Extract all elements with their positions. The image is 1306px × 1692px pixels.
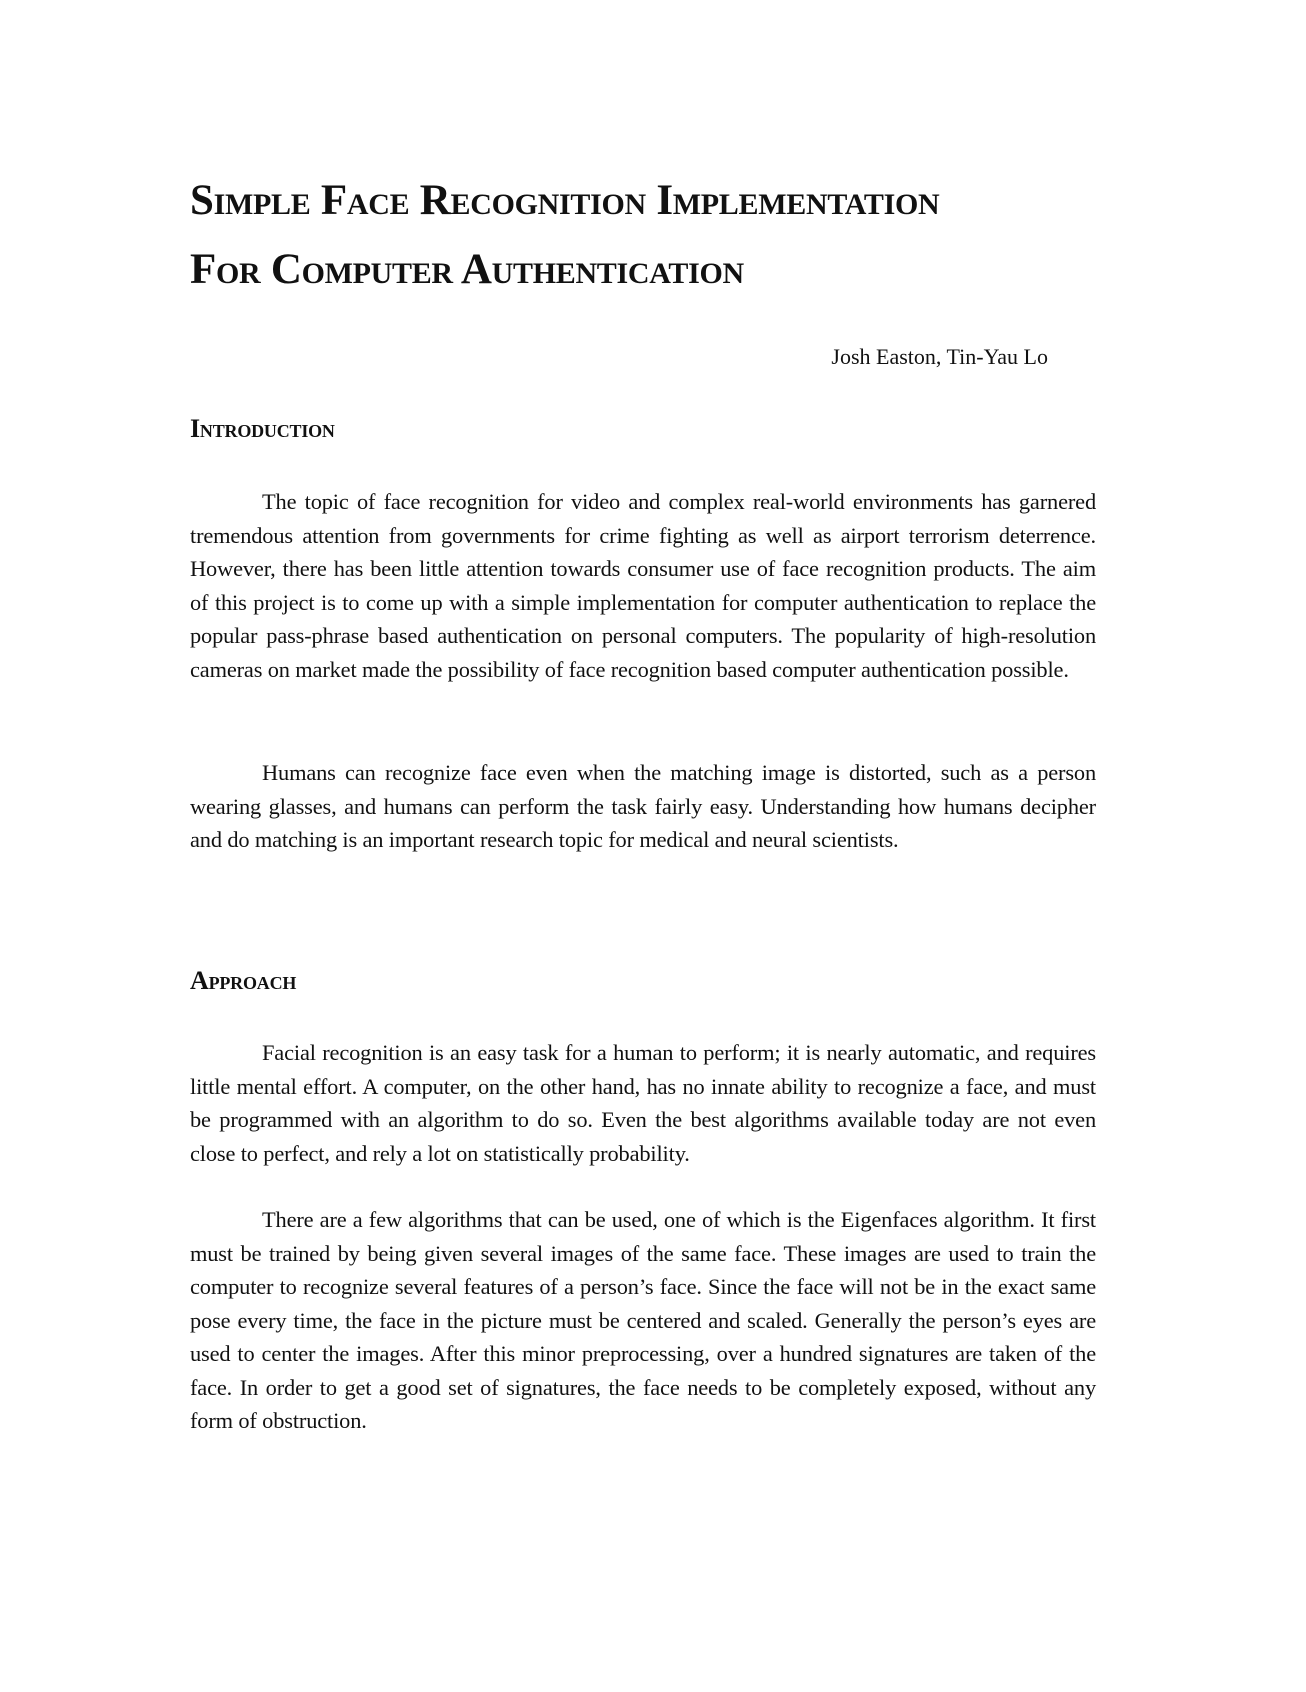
introduction-paragraph-1: The topic of face recognition for video and complex real-world environments has garnered tremendous attention from governments for crime fighting as well as airport terrorism deterrence. However, there has been little attention towards consumer use of face recognition products. The aim of this project is to come up with a simple implementation for computer authentication to replace the popular pass-phrase based authentication on personal computers. The popularity of high-resolution cameras on market made the possibility of face recognition based computer authentication possible. <box>190 489 1096 682</box>
section-heading-introduction: Introduction <box>190 414 335 443</box>
approach-paragraph-2: There are a few algorithms that can be used, one of which is the Eigenfaces algorithm. It first must be trained by being given several images of the same face. These images are used to train the computer to recognize several features of a person’s face. Since the face will not be in the exact same pose every time, the face in the picture must be centered and scaled. Generally the person’s eyes are used to center the images. After this minor preprocessing, over a hundred signatures are taken of the face. In order to get a good set of signatures, the face needs to be completely exposed, without any form of obstruction. <box>190 1207 1096 1433</box>
introduction-paragraph-2: Humans can recognize face even when the matching image is distorted, such as a person wearing glasses, and humans can perform the task fairly easy. Understanding how humans decipher and do matching is an important research topic for medical and neural scientists. <box>190 760 1096 852</box>
title-line-1: Simple Face Recognition Implementation <box>190 177 940 224</box>
approach-paragraph-1: Facial recognition is an easy task for a human to perform; it is nearly automatic, and requires little mental effort. A computer, on the other hand, has no innate ability to recognize a face, and must be programmed with an algorithm to do so. Even the best algorithms available today are not even close to perfect, and rely a lot on statistically probability. <box>190 1040 1096 1166</box>
authors-line: Josh Easton, Tin-Yau Lo <box>831 344 1048 369</box>
title-line-2: For Computer Authentication <box>190 246 744 293</box>
section-heading-approach: Approach <box>190 966 297 995</box>
paper-title <box>190 166 1110 304</box>
